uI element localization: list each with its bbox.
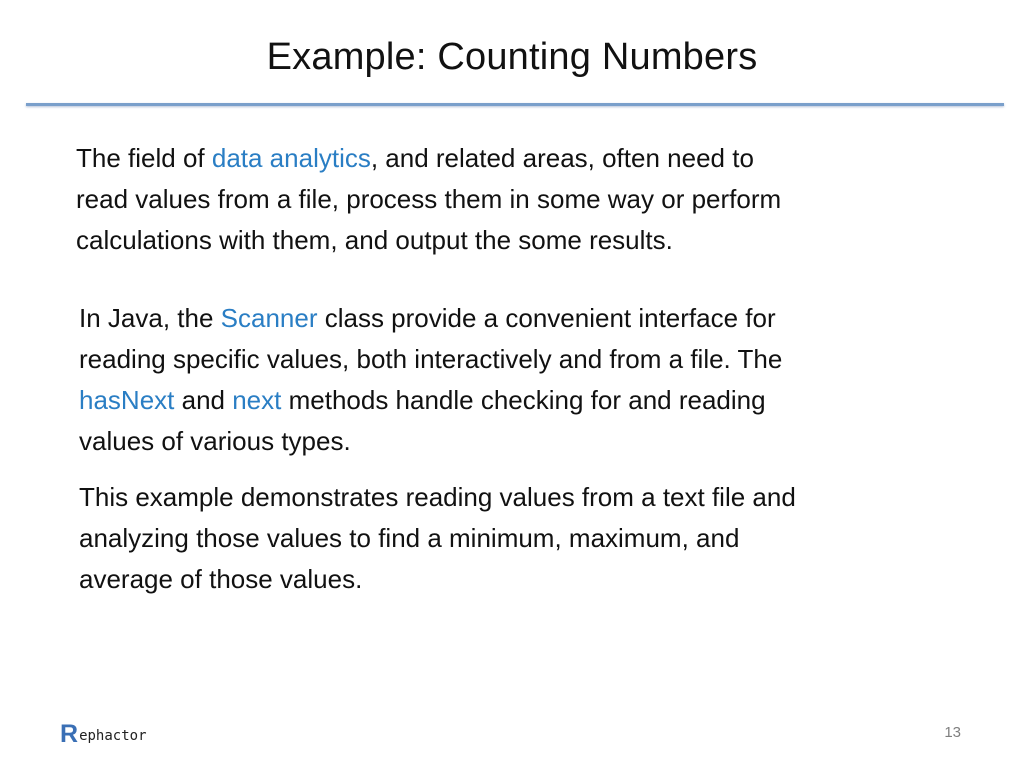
paragraph-data-analytics bbox=[76, 138, 781, 261]
text-line bbox=[79, 518, 796, 559]
text-run: This example demonstrates reading values from a text file and bbox=[79, 482, 796, 512]
text-line bbox=[79, 339, 782, 380]
text-line bbox=[76, 220, 781, 261]
text-line bbox=[79, 559, 796, 600]
text-line bbox=[79, 380, 782, 421]
text-run: The field of bbox=[76, 143, 212, 173]
rephactor-logo bbox=[60, 720, 147, 746]
text-line bbox=[79, 421, 782, 462]
text-run: analyzing those values to find a minimum, maximum, and bbox=[79, 523, 740, 553]
text-line bbox=[76, 138, 781, 179]
text-run: , and related areas, often need to bbox=[370, 143, 754, 173]
text-run: In Java, the bbox=[79, 303, 221, 333]
text-run: and bbox=[174, 385, 233, 415]
logo-initial: R bbox=[60, 720, 79, 748]
logo-text: ephactor bbox=[79, 728, 147, 744]
highlighted-term: hasNext bbox=[79, 385, 175, 415]
text-run: reading specific values, both interactively and from a file. The bbox=[79, 344, 783, 374]
text-line bbox=[76, 179, 781, 220]
text-line bbox=[79, 298, 782, 339]
page-number: 13 bbox=[944, 724, 961, 741]
text-run: class provide a convenient interface for bbox=[317, 303, 776, 333]
highlighted-term: Scanner bbox=[220, 303, 318, 333]
highlighted-term: data analytics bbox=[211, 143, 371, 173]
text-run: methods handle checking for and reading bbox=[281, 385, 766, 415]
text-run: calculations with them, and output the some results. bbox=[76, 225, 673, 255]
text-run: read values from a file, process them in some way or perform bbox=[76, 184, 782, 214]
text-run: values of various types. bbox=[79, 426, 351, 456]
title-divider bbox=[26, 103, 1004, 106]
paragraph-example bbox=[79, 477, 796, 600]
text-line bbox=[79, 477, 796, 518]
highlighted-term: next bbox=[232, 385, 282, 415]
paragraph-scanner bbox=[79, 298, 782, 462]
text-run: average of those values. bbox=[79, 564, 363, 594]
slide-title: Example: Counting Numbers bbox=[266, 36, 758, 78]
